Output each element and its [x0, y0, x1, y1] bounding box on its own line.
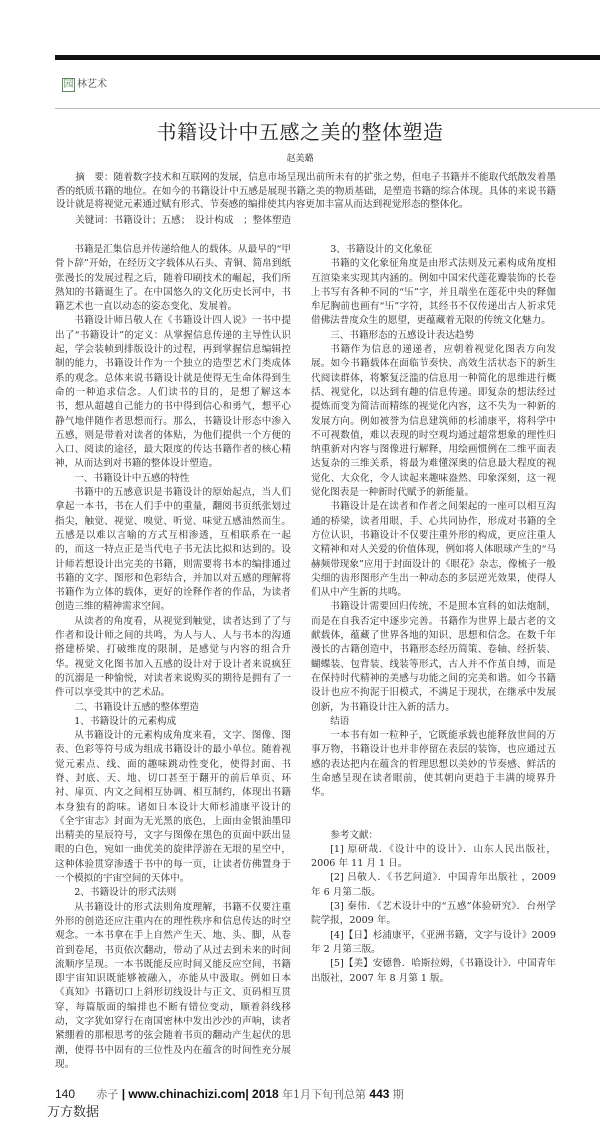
article-title: 书籍设计中五感之美的整体塑造	[156, 120, 444, 144]
section-name: 林艺术	[77, 79, 107, 90]
paragraph: 从书籍设计的形式法则角度理解，书籍不仅要注重外形的创造还应注重内在的理性秩序和信息传达的时空观念。一本书拿在手上自然产生天、地、头、脚，从卷首到卷尾，书页依次翻动，带动了从过去到未来的时间流顺序呈现。一本书既能反应时间又能反应空间，书籍即宇宙知识既能够被融入，亦能从中汲取。例如日本《真知》书籍切口上斜形切线设计与正文、页码相互贯穿，每篇版面的编排也不断有错位变动，顺着斜线移动，文字犹如穿行在南国密林中发出沙沙的声响，读者紧绷着的那根思考的弦会随着书页的翻动产生起伏的思潮，使得书中固有的三位性及内在蕴含的时间性充分展现。	[55, 901, 291, 1070]
paragraph: 书籍的文化象征角度是由形式法则及元素构成角度相互渲染来实现其内涵的。例如中国宋代莲花瓣装饰的长卷上书写有各种不同的“卐”字，并且端坐在莲花中央的释伽牟尼胸前也画有“卐”字符，其经书不仅传递出古人祈求凭借佛法普度众生的愿望，更蕴藏着无限的传统文化魅力。	[311, 258, 556, 327]
abstract: 摘 要：随着数字技术和互联网的发展，信息市场呈现出前所未有的扩张之势，但电子书籍并不能取代纸散发着墨香的纸质书籍的地位。在如今的书籍设计中五感是展现书籍之美的物质基础，是塑造书籍的综合体现。具体的来说书籍设计就是将视觉元素通过赋有形式、节奏感的编排使其内容更加丰富从而达到视觉形态的整体化。	[56, 172, 556, 210]
section-heading: 三、书籍形态的五感设计表达趋势	[330, 329, 475, 341]
paragraph: 书籍设计师吕敬人在《书籍设计四人说》一书中提出了“书籍设计”的定义：从掌握信息传递的主导性认识起，学会装帧到排版设计的过程，再到掌握信息编辑控制的能力，书籍设计作为一个独立的造型艺术门类成体系的观念。总体来说书籍设计就是使得无生命体得到生命的一种追求信念。人们读书的目的，是想了解这本书，想从超越自己能力的书中得到信心和勇气，想平心静气地伴随作者思想而行。那么，书籍设计形态中渗入五感，则是带着对读者的体贴，为他们提供一个方便的入口、阅读的途径，最大限度的传达书籍作者的核心精神，从而达到对书籍的整体设计塑造。	[55, 315, 291, 470]
reference-item: [3] 秦伟．《艺术设计中的“五感”体验研究》．台州学院学报，2009 年。	[311, 901, 556, 927]
section-heading: 二、书籍设计五感的整体塑造	[74, 701, 199, 713]
section-header	[62, 78, 545, 92]
reference-item: [5]【美】安德鲁．哈斯拉姆，《书籍设计》．中国青年出版社，2007 年 8 月第 1 版。	[311, 958, 556, 984]
paragraph: 从书籍设计的元素构成角度来看，文字、图像、图表、色彩等符号成为组成书籍设计的最小单位。随着视觉元素点、线、面的趣味跳动性变化，使得封面、书脊、封底、天、地、切口甚至于翻开的前后单页、环衬、扉页、内文之间相互协调、相互制约，体现出书籍本身独有的韵味。诸如日本设计大师杉浦康平设计的《全宇宙志》封面为无光黑的底色，上面由金银油墨印出精美的星辰符号，文字与图像在黑色的页面中跃出显眼的白色，宛如一曲优美的旋律浮游在无垠的星空中，这种体验贯穿渗透于书中的每一页，让读者仿佛置身于一个模拟的宇宙空间的天体中。	[55, 730, 291, 885]
top-rule	[55, 55, 600, 60]
reference-item: [4]【日】杉浦康平，《亚洲书籍，文字与设计》2009 年 2 月第三版。	[311, 929, 556, 955]
body-columns	[55, 243, 556, 1072]
right-column	[311, 243, 556, 986]
paragraph: 书籍中的五感意识是书籍设计的原始起点，当人们拿起一本书，书在人们手中的重量，翻阅书页纸张划过指尖，触觉、视觉、嗅觉、听觉、味觉五感油然而生。五感是以难以言喻的方式互相渗透，互相联系在一起的，而这一特点正是当代电子书无法比拟和达到的。设计师若想设计出完美的书籍，则需要将书本的编排通过书籍的文字、图形和色彩结合，并加以对五感的理解将书籍作为立体的载体，更好的诠释作者的作品，为读者创造三维的精神需求空间。	[55, 487, 291, 613]
page-number: 140	[55, 1087, 76, 1102]
issue-year: 2018	[252, 1087, 279, 1102]
wanfang-watermark: 万方数据	[47, 1105, 100, 1121]
issue-suffix: 期	[392, 1088, 404, 1102]
reference-item: [2] 吕敬人．《书艺问道》．中国青年出版社 ，2009 年 6 月第二版。	[311, 872, 556, 898]
references	[311, 829, 556, 986]
references-heading: 参考文献：	[330, 829, 379, 841]
header-divider	[55, 108, 600, 109]
journal-url: | www.chinachizi.com|	[121, 1087, 253, 1102]
left-column	[55, 243, 291, 1072]
paragraph: 从读者的角度看，从视觉到触觉，读者达到了了与作者和设计师之间的共鸣，为人与人、人与书本的沟通搭建桥梁、打破维度的限制，是感觉与内容的组合升华。视觉文化图书加入五感的设计对于设计者来说疯狂的沉溺是一种愉悦，对读者来说购买的期待是拥有了一件可以享受其中的艺术品。	[55, 615, 291, 699]
journal-name: 赤子	[96, 1088, 119, 1102]
section-logo-icon: 园	[63, 79, 74, 90]
subsection-heading: 3、书籍设计的文化象征	[330, 244, 433, 255]
paragraph: 书籍设计需要回归传统，不是照本宣科的如法炮制，而是在自我否定中逐步完善。书籍作为世界上最古老的文献载体，蕴藏了世界各地的知识、思想和信念。在数千年漫长的古籍创造中，书籍形态经历简策、卷轴、经折装、蝴蝶装、包背装、线装等形式，古人并不作茧自缚，而是在保持时代精神的美感与功能之间的完美和谐。如今书籍设计也应不拘泥于旧模式，不满足于现状，在继承中发展创新，为书籍设计注入新的活力。	[311, 601, 556, 713]
section-heading: 结语	[330, 715, 350, 727]
paragraph: 书籍作为信息的递递者，应朝着视觉化图表方向发展。如今书籍载体在面临节奏快、高效生活状态下的新生代阅读群体，将繁复泛滥的信息用一种简化的思维进行概括、视觉化，以达到有趣的信息传递。即复杂的想法经过提炼而变为简洁而精练的视觉化内容，这不失为一种新的发展方向。例如被誉为信息建筑师的杉浦康平，将科学中不可视数值，难以表现的时空观均通过超常想象的理性归纳重新对内容与图像进行解释，用绘画惯例在二维平面表达复杂的三维关系，将最为难懂深奥的信息最大程度的视觉化、大众化，令人读起来趣味盎然、印象深刻，这一视觉化图表是一种新时代赋予的新能量。	[311, 344, 556, 499]
paragraph: 一本书有如一粒种子，它既能承载也能释放世间的万事万物，书籍设计也并非停留在表层的装饰，也应通过五感的表达把内在蕴含的哲理思想以美妙的节奏感、鲜活的生命感呈现在读者眼前，使其朝向更趋于丰满的境界升华。	[311, 730, 556, 799]
page-footer	[55, 1086, 545, 1103]
subsection-heading: 2、书籍设计的形式法则	[74, 887, 177, 899]
issue-text: 年1月下旬刊总第	[282, 1088, 367, 1102]
reference-item: [1] 原研哉．《设计中的设计》．山东人民出版社，2006 年 11 月 1 日。	[311, 843, 556, 870]
paragraph: 书籍是汇集信息并传递给他人的载体。从最早的“甲骨卜辞”开始，在经历文字载体从石头、青铜、简帛到纸张漫长的发展过程之后，随着印刷技术的崛起，我们所熟知的书籍诞生了。在中国悠久的文化历史长河中，书籍艺术也一直以动态的姿态变化、发展着。	[55, 244, 291, 313]
subsection-heading: 1、书籍设计的元素构成	[74, 715, 177, 727]
keywords: 关键词：书籍设计；五感； 设计构成 ；整体塑造	[75, 214, 292, 226]
issue-number: 443	[369, 1087, 390, 1102]
author: 赵美璐	[286, 154, 314, 164]
paragraph: 书籍设计是在读者和作者之间架起的一座可以相互沟通的桥梁，读者用眼、手、心共同协作，形成对书籍的全方位认识，书籍设计不仅要注重外形的构成，更应注重人文精神和对人关爱的价值体现，例如将人体眼球产生的“马赫频带现象”应用于封面设计的《眼花》杂志，像梳子一般尖细的齿形图形产生出一种动态的多层逆光效果，使得人们从中产生新的共鸣。	[311, 501, 556, 599]
section-heading: 一、书籍设计中五感的特性	[74, 472, 190, 484]
